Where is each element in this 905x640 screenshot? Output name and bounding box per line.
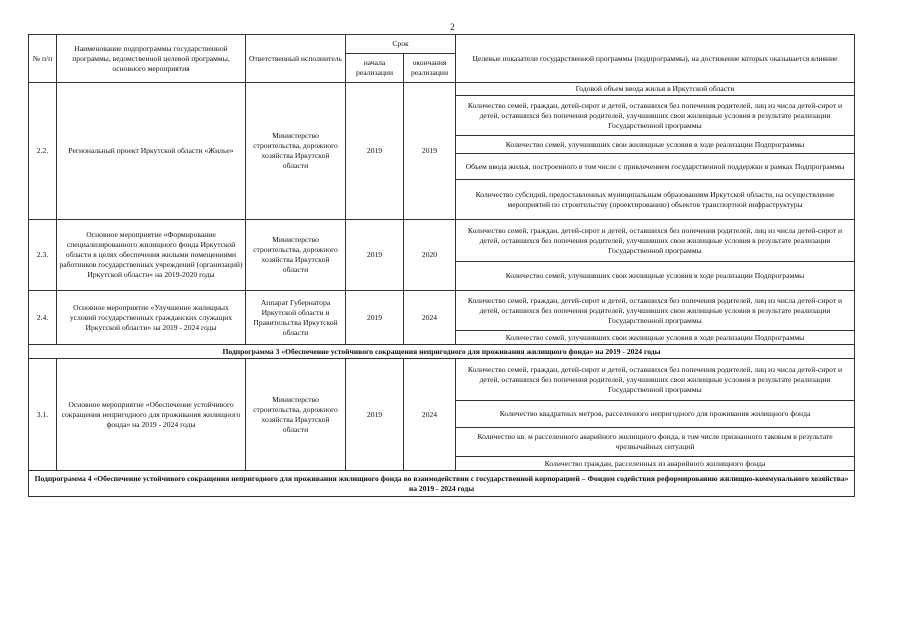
row-2-4-name: Основное мероприятие «Улучшение жилищных условий государственных гражданских служащих Иркутской области» на 2019 - 2024 годы xyxy=(57,291,246,345)
page-number: 2 xyxy=(450,22,455,32)
row-3-1-end: 2024 xyxy=(404,359,456,471)
row-3-1-target-3: Количество кв. м расселенного аварийного жилищного фонда, в том числе признанного таковым в результате чрезвычайных ситуаций xyxy=(456,428,855,457)
header-start: начала реализации xyxy=(346,54,404,83)
header-name: Наименование подпрограммы государственной программы, ведомственной целевой программы, основного мероприятия xyxy=(57,35,246,83)
row-2-3-start: 2019 xyxy=(346,220,404,291)
header-period: Срок xyxy=(346,35,456,54)
row-2-3-executor: Министерство строительства, дорожного хозяйства Иркутской области xyxy=(246,220,346,291)
row-2-2-target-4: Объем ввода жилья, построенного в том числе с привлечением государственной поддержки в рамках Подпрограммы xyxy=(456,154,855,180)
row-2-2-start: 2019 xyxy=(346,83,404,220)
row-3-1-target-4: Количество граждан, расселенных из аварийного жилищного фонда xyxy=(456,457,855,471)
row-2-2-name: Региональный проект Иркутской области «Жилье» xyxy=(57,83,246,220)
row-2-2-target-3: Количество семей, улучшивших свои жилищные условия в ходе реализации Подпрограммы xyxy=(456,136,855,154)
header-num: № п/п xyxy=(29,35,57,83)
row-2-3-name: Основное мероприятие «Формирование специализированного жилищного фонда Иркутской области в целях обеспечения жилыми помещениями работников государственных учреждений (организаций) Иркутской области» на 2019-2020 годы xyxy=(57,220,246,291)
header-targets: Целевые показатели государственной программы (подпрограммы), на достижение которых оказывается влияние xyxy=(456,35,855,83)
row-2-4-target-2: Количество семей, улучшивших свои жилищные условия в ходе реализации Подпрограммы xyxy=(456,331,855,345)
row-3-1-start: 2019 xyxy=(346,359,404,471)
row-2-2-target-5: Количество субсидий, предоставленных муниципальным образованиям Иркутской области, на осуществление мероприятий по строительству (проектированию) объектов транспортной инфраструктуры xyxy=(456,180,855,220)
row-2-2-end: 2019 xyxy=(404,83,456,220)
row-3-1-num: 3.1. xyxy=(29,359,57,471)
header-end: окончания реализации xyxy=(404,54,456,83)
row-2-4-executor: Аппарат Губернатора Иркутской области и Правительства Иркутской области xyxy=(246,291,346,345)
row-2-4-end: 2024 xyxy=(404,291,456,345)
row-2-2-executor: Министерство строительства, дорожного хозяйства Иркутской области xyxy=(246,83,346,220)
row-3-1-name: Основное мероприятие «Обеспечение устойчивого сокращения непригодного для проживания жилищного фонда» на 2019 - 2024 годы xyxy=(57,359,246,471)
program-table xyxy=(28,34,855,497)
row-2-4-num: 2.4. xyxy=(29,291,57,345)
section-subprogram-3: Подпрограмма 3 «Обеспечение устойчивого сокращения непригодного для проживания жилищного фонда» на 2019 - 2024 годы xyxy=(29,345,855,359)
row-2-2-num: 2.2. xyxy=(29,83,57,220)
row-2-3-target-2: Количество семей, улучшивших свои жилищные условия в ходе реализации Подпрограммы xyxy=(456,262,855,291)
row-3-1-target-1: Количество семей, граждан, детей-сирот и детей, оставшихся без попечения родителей, лиц из числа детей-сирот и детей, оставшихся без попечения родителей, улучшивших свои жилищные условия в результате реализации Государственной программы xyxy=(456,359,855,401)
row-2-3-num: 2.3. xyxy=(29,220,57,291)
row-2-2-target-2: Количество семей, граждан, детей-сирот и детей, оставшихся без попечения родителей, лиц из числа детей-сирот и детей, оставшихся без попечения родителей, улучшивших свои жилищные условия в результате реализации Государственной программы xyxy=(456,96,855,136)
section-subprogram-4: Подпрограмма 4 «Обеспечение устойчивого сокращения непригодного для проживания жилищного фонда во взаимодействии с государственной корпорацией – Фондом содействия реформированию жилищно-коммунального хозяйства» на 2019 - 2024 годы xyxy=(29,471,855,497)
row-2-4-start: 2019 xyxy=(346,291,404,345)
header-executor: Ответственный исполнитель xyxy=(246,35,346,83)
row-2-3-target-1: Количество семей, граждан, детей-сирот и детей, оставшихся без попечения родителей, лиц из числа детей-сирот и детей, оставшихся без попечения родителей, улучшивших свои жилищные условия в результате реализации Государственной программы xyxy=(456,220,855,262)
row-2-2-target-1: Годовой объем ввода жилья в Иркутской области xyxy=(456,83,855,96)
row-3-1-target-2: Количество квадратных метров, расселенного непригодного для проживания жилищного фонда xyxy=(456,401,855,428)
row-2-3-end: 2020 xyxy=(404,220,456,291)
row-3-1-executor: Министерство строительства, дорожного хозяйства Иркутской области xyxy=(246,359,346,471)
row-2-4-target-1: Количество семей, граждан, детей-сирот и детей, оставшихся без попечения родителей, лиц из числа детей-сирот и детей, оставшихся без попечения родителей, улучшивших свои жилищные условия в результате реализации Государственной программы xyxy=(456,291,855,331)
